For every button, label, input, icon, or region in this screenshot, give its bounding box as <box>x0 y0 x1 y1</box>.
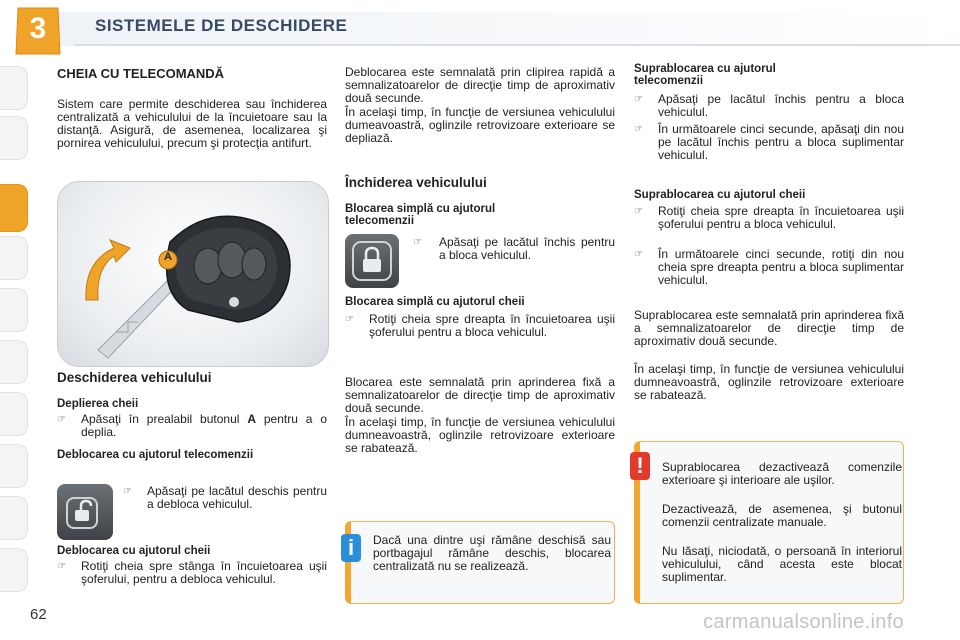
side-tab-2[interactable] <box>0 116 28 160</box>
side-tab-1[interactable] <box>0 66 28 110</box>
info-note-text: Dacă una dintre uşi rămâne deschisă sau portbagajul rămâne deschis, blocarea centralizată nu se realizează. <box>373 533 611 573</box>
side-tab-7[interactable] <box>0 392 28 436</box>
simple-remote-bullet: ☞ Apăsaţi pe lacătul închis pentru a bloca vehiculul. <box>413 235 615 262</box>
chapter-number: 3 <box>29 12 47 45</box>
super-signal-text: Suprablocarea este semnalată prin aprinderea fixă a semnalizatoarelor de direcţie timp de aproximativ două secunde. <box>634 308 904 348</box>
open-padlock-button-icon <box>57 484 113 540</box>
side-tab-3-active[interactable] <box>0 184 28 232</box>
bullet-hand-icon: ☞ <box>413 237 422 248</box>
super-key-bullet-1: ☞ Rotiţi cheia spre dreapta în încuietoarea uşii şoferului pentru a bloca vehiculul. <box>634 204 904 231</box>
side-tab-8[interactable] <box>0 444 28 488</box>
chapter-badge <box>14 6 62 56</box>
bullet-hand-icon: ☞ <box>634 124 643 135</box>
closed-padlock-button-icon <box>345 234 399 288</box>
remote-key-illustration <box>57 181 329 367</box>
unlock-remote-title: Deblocarea cu ajutorul telecomenzii <box>57 449 254 461</box>
side-tab-4[interactable] <box>0 236 28 280</box>
watermark: carmanualsonline.info <box>703 611 904 633</box>
simple-key-title: Blocarea simplă cu ajutorul cheii <box>345 296 525 308</box>
unlock-signal-text: Deblocarea este semnalată prin clipirea rapidă a semnalizatoarelor de direcţie timp de aproximativ două secunde. <box>345 65 615 105</box>
header-divider <box>75 44 960 46</box>
side-tab-5[interactable] <box>0 288 28 332</box>
warning-text-3: Nu lăsaţi, niciodată, o persoană în interiorul vehiculului, când acesta este blocat suplimentar. <box>662 544 902 584</box>
super-key-bullet-2: ☞ În următoarele cinci secunde, rotiţi din nou cheia spre dreapta pentru a bloca suplimentar vehiculul. <box>634 247 904 287</box>
side-tab-10[interactable] <box>0 548 28 592</box>
unlock-title: Deschiderea vehiculului <box>57 370 212 385</box>
bullet-hand-icon: ☞ <box>634 94 643 105</box>
info-icon: i <box>341 534 361 562</box>
unfold-bullet: ☞ Apăsaţi în prealabil butonul A pentru a o deplia. <box>57 412 328 439</box>
bullet-hand-icon: ☞ <box>57 414 66 425</box>
warning-note <box>634 441 904 604</box>
unlock-key-title: Deblocarea cu ajutorul cheii <box>57 545 211 557</box>
simple-key-bullet: ☞ Rotiţi cheia spre dreapta în încuietoarea uşii şoferului pentru a bloca vehiculul. <box>345 312 615 339</box>
bullet-hand-icon: ☞ <box>345 314 354 325</box>
page-number: 62 <box>30 606 47 623</box>
lock-title: Închiderea vehiculului <box>345 175 487 190</box>
super-mirrors-text: În acelaşi timp, în funcţie de versiunea vehiculului dumneavoastră, oglinzile retrovizoare exterioare se rabatează. <box>634 362 904 402</box>
warning-text-1: Suprablocarea dezactivează comenzile exterioare şi interioare ale uşilor. <box>662 460 902 487</box>
intro-text: Sistem care permite deschiderea sau închiderea centralizată a vehiculului de la încuietoare sau la distanţă. Asigură, de asemenea, localizarea şi pornirea vehiculului, precum şi protecţia antifurt. <box>57 97 327 150</box>
unlock-key-bullet: ☞ Rotiţi cheia spre stânga în încuietoarea uşii şoferului, pentru a debloca vehiculul. <box>57 559 327 586</box>
page-title: SISTEMELE DE DESCHIDERE <box>95 16 348 35</box>
side-tab-6[interactable] <box>0 340 28 384</box>
warning-icon: ! <box>630 452 650 480</box>
mirrors-unfold-text: În acelaşi timp, în funcţie de versiunea vehiculului dumeavoastră, oglinzile retrovizoare exterioare se depliază. <box>345 105 615 145</box>
lock-signal-text: Blocarea este semnalată prin aprinderea fixă a semnalizatoarelor de direcţie timp de aproximativ două secunde. <box>345 375 615 415</box>
simple-remote-title: Blocarea simplă cu ajutorul telecomenzii <box>345 203 496 227</box>
unlock-remote-bullet: ☞ Apăsaţi pe lacătul deschis pentru a debloca vehiculul. <box>123 484 327 511</box>
side-tab-9[interactable] <box>0 496 28 540</box>
button-a-label: A <box>164 251 172 263</box>
unfold-title: Deplierea cheii <box>57 398 139 410</box>
super-key-title: Suprablocarea cu ajutorul cheii <box>634 189 806 201</box>
super-remote-bullet-2: ☞ În următoarele cinci secunde, apăsaţi din nou pe lacătul închis pentru a bloca suplimentar vehiculul. <box>634 122 904 162</box>
mirrors-fold-text: În acelaşi timp, în funcţie de versiunea vehiculului dumneavoastră, oglinzile retrovizoare exterioare se rabatează. <box>345 415 615 455</box>
bullet-hand-icon: ☞ <box>634 206 643 217</box>
section-title: CHEIA CU TELECOMANDĂ <box>57 66 225 81</box>
super-remote-bullet-1: ☞ Apăsaţi pe lacătul închis pentru a bloca vehiculul. <box>634 92 904 119</box>
bullet-hand-icon: ☞ <box>123 486 132 497</box>
warning-text-2: Dezactivează, de asemenea, şi butonul comenzii centralizate manuale. <box>662 502 902 529</box>
info-note <box>345 521 615 604</box>
bullet-hand-icon: ☞ <box>634 249 643 260</box>
super-remote-title: Suprablocarea cu ajutorul telecomenzii <box>634 63 776 87</box>
bullet-hand-icon: ☞ <box>57 561 66 572</box>
